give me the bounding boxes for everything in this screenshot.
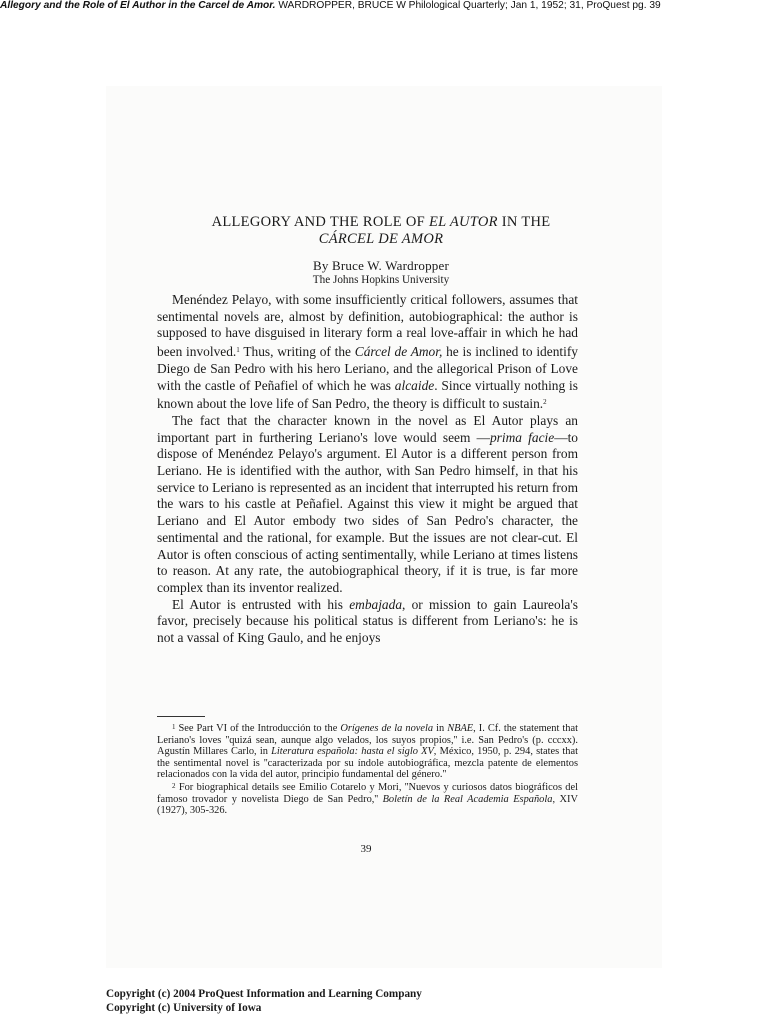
author-affiliation: The Johns Hopkins University	[312, 274, 450, 286]
footnote	[157, 781, 578, 817]
text: . Since virtually nothing is known about the love life of San Pedro, the theory is difficult to sustain.	[157, 377, 578, 412]
copyright-line-2: Copyright (c) University of Iowa	[106, 1001, 262, 1014]
italic-text: NBAE	[447, 723, 474, 734]
text: in	[433, 723, 448, 734]
italic-text: Cárcel de Amor,	[354, 344, 443, 360]
italic-text: alcaide	[394, 377, 435, 393]
paragraph	[157, 292, 578, 413]
italic-text: Boletín de la Real Academia Española	[382, 793, 553, 805]
text: The fact that the character known in the novel as El Autor plays an important part in furthering Leriano's love would seem —	[157, 412, 578, 445]
italic-text: embajada	[349, 596, 403, 612]
title-italic-part: EL AUTOR	[428, 214, 498, 230]
title-part: IN THE	[497, 214, 551, 230]
text: Thus, writing of the	[239, 344, 355, 360]
text: , I. Cf. the statement that Leriano's loves ''quizá sean, aunque algo velados, los suyos propios,'' i.e. San Pedro's (p. cccxx). Agustín Millares Carlo, in	[157, 723, 578, 758]
text: , México, 1950, p. 294, states that the sentimental novel is ''caracterizada por su índole autobiográfica, mezcla patente de elementos relacionados con la vida del autor, principio fundamental del género.''	[157, 746, 578, 781]
body-text	[157, 292, 578, 647]
italic-text: Literatura española: hasta el siglo XV	[271, 746, 434, 758]
title-part: ALLEGORY AND THE ROLE OF	[211, 214, 429, 230]
paragraph	[157, 597, 578, 647]
author-byline: By Bruce W. Wardropper	[313, 258, 449, 273]
text: See Part VI of the Introducción to the	[175, 723, 341, 734]
article-title	[106, 214, 656, 248]
footnotes	[157, 722, 578, 817]
footnote-marker: 2	[543, 398, 547, 407]
citation-bar	[0, 0, 768, 13]
footnote-divider	[157, 716, 205, 717]
text: , XIV (1927), 305-326.	[157, 793, 578, 817]
text: Menéndez Pelayo, with some insufficiently critical followers, assumes that sentimental novels are, almost by definition, autobiographical: the author is supposed to have disguised in literary form a real love-affair in which he had been involved.	[157, 292, 578, 360]
text: —to dispose of Menéndez Pelayo's argument. El Autor is a different person from Leriano. He is identified with the author, with San Pedro himself, in that his service to Leriano is represented as an incident that interrupted his return from the wars to his castle at Peñafiel. Against this view it might be argued that Leriano and El Autor embody two sides of San Pedro's character, the sentimental and the rational, for example. But the issues are not clear-cut. El Autor is often conscious of acting sentimentally, while Leriano at times listens to reason. At any rate, the autobiographical theory, if it is true, is far more complex than its inventor realized.	[157, 429, 578, 595]
paragraph	[157, 413, 578, 597]
text: El Autor is entrusted with his	[172, 596, 350, 612]
footnote-number: 2	[172, 781, 176, 790]
citation-details: WARDROPPER, BRUCE W Philological Quarterly; Jan 1, 1952; 31, ProQuest pg. 39	[275, 0, 661, 11]
page-number: 39	[360, 843, 372, 855]
citation-title: Allegory and the Role of El Author in the Carcel de Amor.	[0, 0, 276, 11]
title-line-2: CÁRCEL DE AMOR	[318, 231, 444, 247]
copyright-line-1: Copyright (c) 2004 ProQuest Information and Learning Company	[106, 988, 422, 1000]
footnote-marker: 1	[236, 346, 240, 355]
text: he is inclined to identify Diego de San Pedro with his hero Leriano, and the allegorical Prison of Love with the castle of Peñafiel of which he was	[157, 344, 578, 393]
scanned-page	[106, 86, 662, 968]
footnote-number: 1	[172, 723, 176, 731]
footnote	[157, 722, 578, 781]
text: , or mission to gain Laureola's favor, precisely because his political status is different from Leriano's: he is not a vassal of King Gaulo, and he enjoys	[157, 596, 578, 646]
italic-text: prima facie	[489, 429, 555, 445]
text: For biographical details see Emilio Cotarelo y Mori, ''Nuevos y curiosos datos biográficos del famoso trovador y novelista Diego de San Pedro,''	[157, 781, 578, 805]
copyright-notice	[106, 988, 606, 1015]
italic-text: Orígenes de la novela	[340, 723, 434, 734]
